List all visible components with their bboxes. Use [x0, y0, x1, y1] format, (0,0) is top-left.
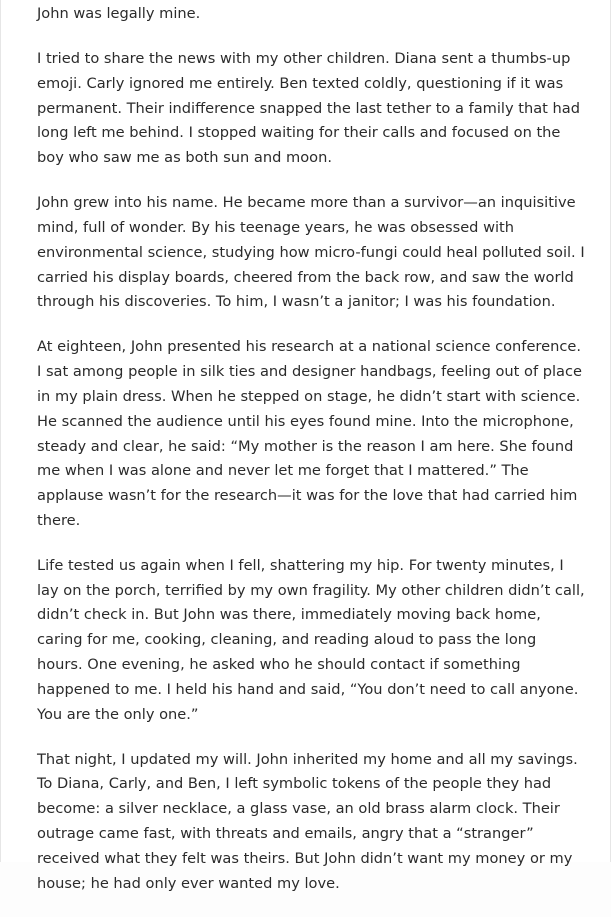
paragraph-5: Life tested us again when I fell, shattering my hip. For twenty minutes, I lay on the porch, terrified by my own fragility. My other children didn’t call, didn’t check in. But John was there, immediately moving back home, caring for me, cooking, cleaning, and reading aloud to pass the long hours. One evening, he asked who he should contact if something happened to me. I held his hand and said, “You don’t need to call anyone. You are the only one.”	[37, 556, 585, 723]
paragraph-6: That night, I updated my will. John inherited my home and all my savings. To Diana, Carly, and Ben, I left symbolic tokens of the people they had become: a silver necklace, a glass vase, an old brass alarm clock. Their outrage came fast, with threats and emails, angry that a “stranger” received what they felt was theirs. But John didn’t want my money or my house; he had only ever wanted my love.	[37, 750, 578, 892]
paragraph-4: At eighteen, John presented his research at a national science conference. I sat among people in silk ties and designer handbags, feeling out of place in my plain dress. When he stepped on stage, he didn’t start with science. He scanned the audience until his eyes found mine. Into the microphone, steady and clear, he said: “My mother is the reason I am here. She found me when I was alone and never let me forget that I mattered.” The applause wasn’t for the research—it was for the love that had carried him there.	[37, 338, 582, 529]
paragraph-2: I tried to share the news with my other children. Diana sent a thumbs-up emoji. Carly ignored me entirely. Ben texted coldly, questioning if it was permanent. Their indifference snapped the last tether to a family that had long left me behind. I stopped waiting for their calls and focused on the boy who saw me as both sun and moon.	[37, 49, 580, 167]
article-body	[37, 2, 585, 917]
paragraph-3: John grew into his name. He became more than a survivor—an inquisitive mind, full of wonder. By his teenage years, he was obsessed with environmental science, studying how micro-fungi could heal polluted soil. I carried his display boards, cheered from the back row, and saw the world through his discoveries. To him, I wasn’t a janitor; I was his foundation.	[37, 194, 585, 311]
paragraph-1: John was legally mine.	[37, 5, 201, 22]
